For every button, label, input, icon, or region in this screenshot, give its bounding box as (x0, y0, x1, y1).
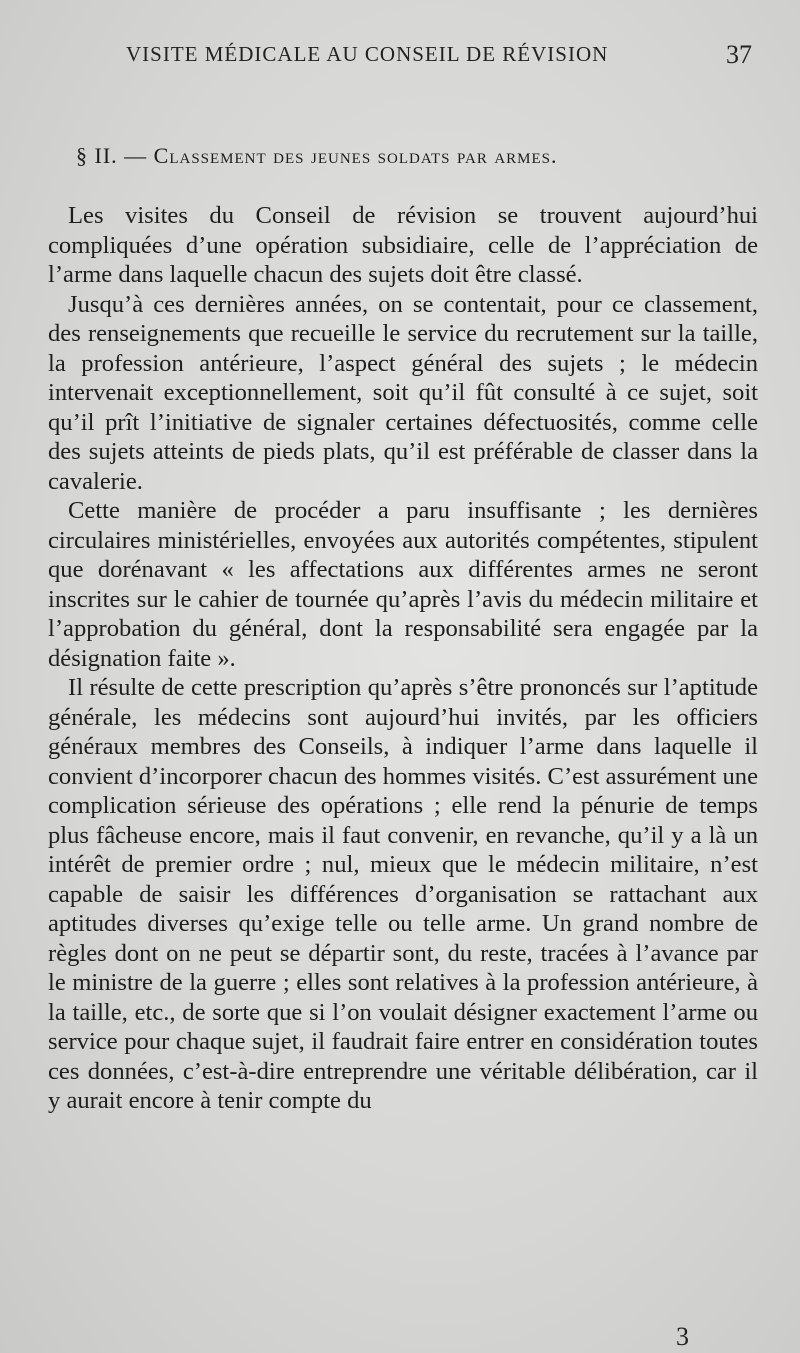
body-text (48, 201, 758, 1116)
signature-mark: 3 (676, 1322, 689, 1351)
paragraph: Jusqu’à ces dernières années, on se contentait, pour ce classement, des renseignements que recueille le service du recrutement sur la taille, la profession antérieure, l’aspect général des sujets ; le médecin intervenait exceptionnellement, soit qu’il fût consulté à ce sujet, soit qu’il prît l’initiative de signaler certaines défectuosités, comme celle des sujets atteints de pieds plats, qu’il est préférable de classer dans la cavalerie. (48, 290, 758, 495)
page-number: 37 (726, 40, 752, 69)
section-heading (76, 143, 558, 169)
running-head (0, 42, 800, 72)
running-title: VISITE MÉDICALE AU CONSEIL DE RÉVISION (126, 42, 609, 66)
paragraph: Il résulte de cette prescription qu’après s’être prononcés sur l’aptitude générale, les médecins sont aujourd’hui invités, par les officiers généraux membres des Conseils, à indiquer l’arme dans laquelle il convient d’incorporer chacun des hommes visités. C’est assurément une complication sérieuse des opérations ; elle rend la pénurie de temps plus fâcheuse encore, mais il faut convenir, en revanche, qu’il y a là un intérêt de premier ordre ; nul, mieux que le médecin militaire, n’est capable de saisir les différences d’organisation se rattachant aux aptitudes diverses qu’exige telle ou telle arme. Un grand nombre de règles dont on ne peut se départir sont, du reste, tracées à l’avance par le ministre de la guerre ; elles sont relatives à la profession antérieure, à la taille, etc., de sorte que si l’on voulait désigner exactement l’arme ou service pour chaque sujet, il faudrait faire entrer en considération toutes ces données, c’est-à-dire entreprendre une véritable délibération, car il y aurait encore à tenir compte du (48, 674, 758, 1114)
paragraph: Les visites du Conseil de révision se trouvent aujourd’hui compliquées d’une opération subsidiaire, celle de l’appréciation de l’arme dans laquelle chacun des sujets doit être classé. (48, 202, 758, 288)
paragraph: Cette manière de procéder a paru insuffisante ; les dernières circulaires ministérielles, envoyées aux autorités compétentes, stipulent que dorénavant « les affectations aux différentes armes ne seront inscrites sur le cahier de tournée qu’après l’avis du médecin militaire et l’approbation du général, dont la responsabilité sera engagée par la désignation faite ». (48, 497, 758, 672)
section-title: Classement des jeunes soldats par armes. (153, 143, 558, 168)
section-marker: § II. — (76, 143, 148, 168)
